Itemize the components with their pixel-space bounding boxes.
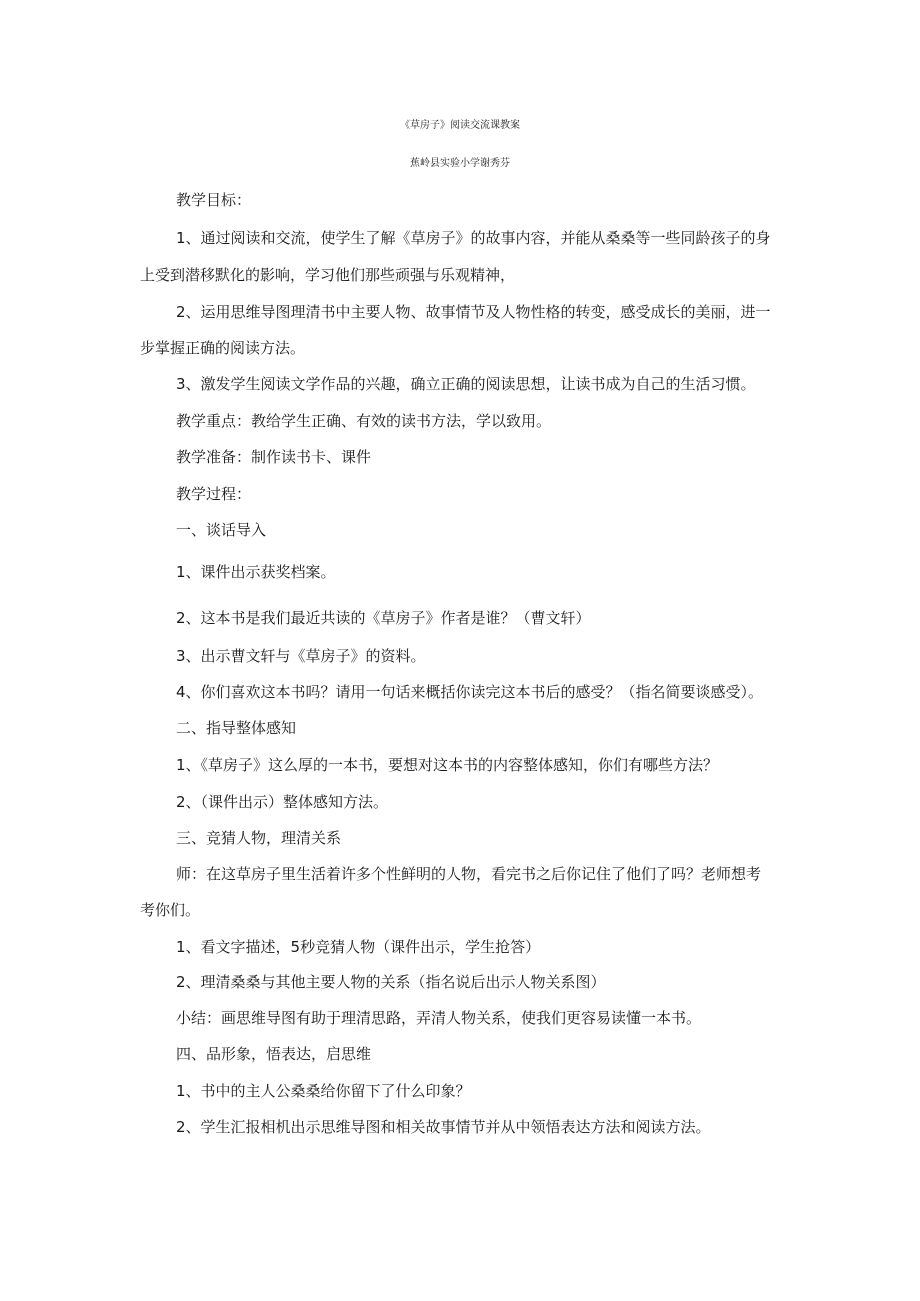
section-4-item-2: 2、学生汇报相机出示思维导图和相关故事情节并从中领悟表达方法和阅读方法。 — [176, 1118, 711, 1136]
section-3-summary: 小结：画思维导图有助于理清思路，弄清人物关系，使我们更容易读懂一本书。 — [176, 1009, 702, 1027]
author-line: 蕉岭县实验小学谢秀芬 — [410, 158, 510, 169]
objectives-heading: 教学目标： — [176, 191, 252, 209]
objective-1-line-2: 上受到潜移默化的影响，学习他们那些顽强与乐观精神， — [140, 266, 516, 284]
section-4-item-1: 1、书中的主人公桑桑给你留下了什么印象？ — [176, 1082, 471, 1100]
section-3-teacher-line-2: 考你们。 — [140, 901, 201, 919]
section-1-item-1: 1、课件出示获奖档案。 — [176, 563, 336, 581]
section-2-item-2: 2、（课件出示）整体感知方法。 — [176, 793, 389, 811]
section-3-item-2: 2、理清桑桑与其他主要人物的关系（指名说后出示人物关系图） — [176, 973, 606, 991]
objective-1-line-1: 1、通过阅读和交流，使学生了解《草房子》的故事内容，并能从桑桑等一些同龄孩子的身 — [176, 229, 771, 247]
process-heading: 教学过程： — [176, 485, 252, 503]
objective-3: 3、激发学生阅读文学作品的兴趣，确立正确的阅读思想，让读书成为自己的生活习惯。 — [176, 375, 756, 393]
document-title: 《草房子》阅读交流课教案 — [400, 120, 520, 131]
preparation: 教学准备：制作读书卡、课件 — [176, 448, 372, 466]
objective-2-line-1: 2、运用思维导图理清书中主要人物、故事情节及人物性格的转变，感受成长的美丽，进一 — [176, 303, 771, 321]
section-1-item-2: 2、这本书是我们最近共读的《草房子》作者是谁？（曹文轩） — [176, 609, 591, 627]
section-4-heading: 四、品形象，悟表达，启思维 — [176, 1045, 372, 1063]
section-3-heading: 三、竞猜人物，理清关系 — [176, 829, 342, 847]
objective-2-line-2: 步掌握正确的阅读方法。 — [140, 339, 306, 357]
section-1-item-4: 4、你们喜欢这本书吗？请用一句话来概括你读完这本书后的感受？（指名简要谈感受）。 — [176, 683, 764, 701]
section-3-item-1: 1、看文字描述，5秒竞猜人物（课件出示，学生抢答） — [176, 938, 541, 956]
section-3-teacher-line-1: 师：在这草房子里生活着许多个性鲜明的人物，看完书之后你记住了他们了吗？老师想考 — [176, 865, 762, 883]
key-point: 教学重点：教给学生正确、有效的读书方法，学以致用。 — [176, 412, 552, 430]
section-1-heading: 一、谈话导入 — [176, 521, 267, 539]
section-2-item-1: 1、《草房子》这么厚的一本书，要想对这本书的内容整体感知，你们有哪些方法？ — [176, 756, 719, 774]
section-2-heading: 二、指导整体感知 — [176, 719, 297, 737]
section-1-item-3: 3、出示曹文轩与《草房子》的资料。 — [176, 647, 426, 665]
